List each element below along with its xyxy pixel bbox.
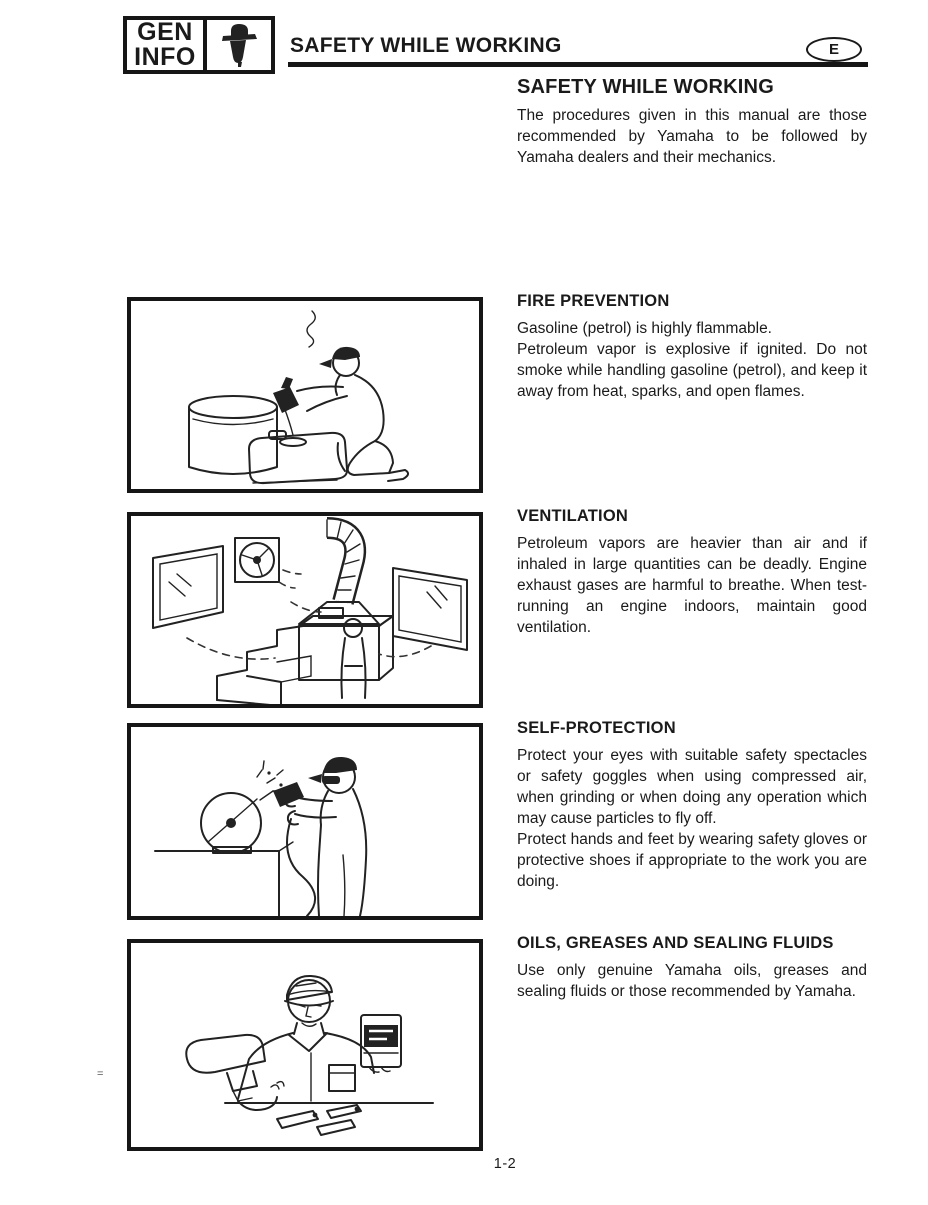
section-ventilation: [517, 505, 867, 638]
chapter-tab-label: [127, 20, 207, 70]
oils-greases-figure: [127, 939, 483, 1151]
fire-prevention-figure: [127, 297, 483, 493]
section-heading: SELF-PROTECTION: [517, 719, 676, 737]
intro-paragraph: The procedures given in this manual are those recommended by Yamaha to be followed by Yamaha dealers and their mechanics.: [517, 107, 867, 166]
section-heading: FIRE PREVENTION: [517, 292, 670, 310]
language-badge-letter: E: [828, 41, 839, 58]
section-heading: OILS, GREASES AND SEALING FLUIDS: [517, 934, 834, 952]
section-self-protection: [517, 717, 867, 892]
ventilation-figure: [127, 512, 483, 708]
section-paragraph: Gasoline (petrol) is highly flammable.: [517, 320, 772, 337]
section-heading: VENTILATION: [517, 507, 628, 525]
section-oils-greases: [517, 932, 867, 1002]
page-number: 1-2: [493, 1156, 517, 1172]
outboard-motor-icon: [207, 20, 271, 70]
section-paragraph: Protect your eyes with suitable safety spectacles or safety goggles when using compressed air, when grinding or when doing any operation which may cause particles to fly off.: [517, 747, 867, 827]
chapter-tab: [123, 16, 275, 74]
yamaha-oils-and-greases-illustration: [131, 943, 479, 1147]
page-header-title: SAFETY WHILE WORKING: [290, 34, 562, 57]
section-paragraph: Petroleum vapor is explosive if ignited. Do not smoke while handling gasoline (petrol), and keep it away from heat, sparks, and open flames.: [517, 341, 867, 400]
self-protection-figure: [127, 723, 483, 920]
grinding-with-goggles-illustration: [131, 727, 479, 916]
chapter-tab-line1: GEN: [137, 18, 193, 46]
scan-artifact: =: [97, 1068, 105, 1080]
section-paragraph: Use only genuine Yamaha oils, greases and sealing fluids or those recommended by Yamaha.: [517, 962, 867, 1000]
chapter-tab-line2: INFO: [134, 43, 196, 71]
workshop-ventilation-illustration: [131, 516, 479, 704]
section-paragraph: Petroleum vapors are heavier than air and if inhaled in large quantities can be deadly. Engine exhaust gases are harmful to breathe. When test-running an engine indoors, maintain good ventilation.: [517, 535, 867, 636]
section-fire-prevention: [517, 290, 867, 402]
worker-pouring-gasoline-illustration: [131, 301, 479, 489]
intro-heading: SAFETY WHILE WORKING: [517, 76, 774, 98]
intro-block: [517, 76, 867, 168]
header-rule: [288, 62, 868, 67]
language-badge: [806, 37, 862, 62]
section-paragraph: Protect hands and feet by wearing safety gloves or protective shoes if appropriate to the work you are doing.: [517, 831, 867, 890]
